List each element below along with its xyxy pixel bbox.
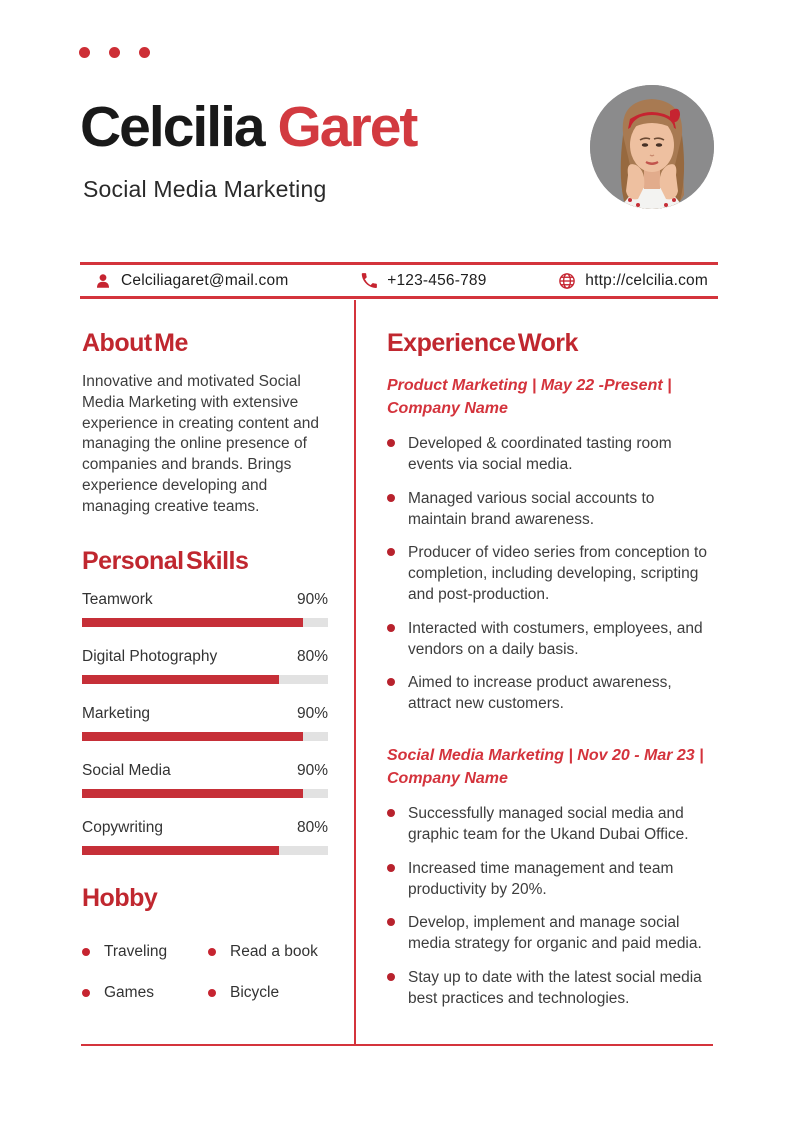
experience-work-title: Experience Work (387, 329, 578, 357)
job-bullet (387, 542, 711, 605)
skill-percent: 90% (296, 704, 328, 722)
bullet-icon (82, 948, 90, 956)
skill-label: Digital Photography (82, 647, 218, 665)
dot-icon (109, 47, 120, 58)
job-bullet (387, 488, 711, 530)
right-column (387, 300, 711, 1021)
bottom-rule (81, 1044, 713, 1046)
page-title (80, 94, 416, 160)
skill-label: Copywriting (82, 818, 163, 836)
hobby-item (208, 943, 328, 961)
hobby-list (82, 943, 328, 1002)
decor-dots (79, 47, 150, 58)
job-bullet-text: Stay up to date with the latest social media best practices and technologies. (408, 968, 702, 1007)
phone-text: +123-456-789 (387, 271, 487, 289)
skill-bar-track (82, 675, 328, 684)
skill-row (82, 762, 328, 798)
skill-label: Marketing (82, 704, 151, 722)
hobby-label: Games (104, 983, 154, 1001)
job-bullet-list (387, 433, 711, 714)
column-divider (354, 300, 356, 1044)
skill-percent: 90% (296, 761, 328, 779)
bullet-icon (387, 548, 395, 556)
last-name: Garet (277, 95, 417, 159)
skill-row (82, 705, 328, 741)
skill-row (82, 819, 328, 855)
bullet-icon (208, 948, 216, 956)
contact-phone (360, 272, 486, 290)
bullet-icon (387, 973, 395, 981)
person-icon (94, 272, 112, 290)
job-bullet (387, 433, 711, 475)
job-bullet-text: Aimed to increase product awareness, attract new customers. (408, 674, 672, 712)
first-name: Celcilia (80, 95, 264, 159)
bullet-icon (387, 809, 395, 817)
bullet-icon (387, 918, 395, 926)
job-bullet (387, 967, 711, 1009)
bullet-icon (387, 864, 395, 872)
skill-bar-track (82, 846, 328, 855)
job-bullet-list (387, 803, 711, 1009)
dot-icon (139, 47, 150, 58)
hobby-title: Hobby (82, 883, 158, 912)
skill-label: Teamwork (82, 590, 153, 608)
job-bullet-text: Developed & coordinated tasting room events via social media. (408, 435, 672, 473)
job-title: Social Media Marketing (83, 176, 327, 202)
job-bullet (387, 803, 711, 845)
job-bullet-text: Develop, implement and manage social media strategy for organic and paid media. (408, 914, 702, 952)
bullet-icon (208, 989, 216, 997)
avatar (590, 85, 714, 209)
bullet-icon (387, 624, 395, 632)
job-bullet (387, 618, 711, 660)
skill-bar-fill (82, 732, 303, 741)
skill-bar-fill (82, 846, 279, 855)
hobby-item (82, 984, 208, 1002)
globe-icon (558, 272, 576, 290)
about-me-text: Innovative and motivated Social Media Marketing with extensive experience in creating content and managing the online presence of companies and brands. Brings experience developing and managing creative teams. (82, 373, 319, 515)
contact-email (94, 272, 288, 290)
bullet-icon (387, 439, 395, 447)
skill-label: Social Media (82, 761, 171, 779)
skill-row (82, 591, 328, 627)
email-text: Celciliagaret@mail.com (121, 271, 289, 289)
skill-percent: 90% (296, 590, 328, 608)
hobby-label: Read a book (230, 942, 318, 960)
contact-bar (80, 262, 718, 299)
skill-percent: 80% (296, 647, 328, 665)
bullet-icon (387, 678, 395, 686)
portrait-illustration (590, 85, 714, 209)
job-bullet-text: Managed various social accounts to maintain brand awareness. (408, 489, 655, 528)
website-text: http://celcilia.com (585, 271, 708, 289)
hobby-label: Bicycle (230, 983, 280, 1001)
experience-list (387, 375, 711, 1009)
job-heading: Product Marketing | May 22 -Present | Company Name (387, 377, 672, 417)
job-bullet-text: Increased time management and team productivity by 20%. (408, 859, 674, 898)
hobby-item (208, 984, 328, 1002)
left-column (82, 300, 328, 1002)
skills-list (82, 591, 328, 855)
job-bullet (387, 672, 711, 714)
dot-icon (79, 47, 90, 58)
bullet-icon (387, 494, 395, 502)
skill-bar-track (82, 618, 328, 627)
skill-bar-fill (82, 789, 303, 798)
contact-website (558, 272, 708, 290)
bullet-icon (82, 989, 90, 997)
skill-bar-track (82, 732, 328, 741)
phone-icon (360, 272, 378, 290)
job-bullet-text: Successfully managed social media and graphic team for the Ukand Dubai Office. (408, 805, 689, 843)
skill-bar-fill (82, 618, 303, 627)
skill-bar-fill (82, 675, 279, 684)
hobby-item (82, 943, 208, 961)
job-bullet-text: Producer of video series from conception to completion, including developing, scripting and post-production. (408, 544, 707, 603)
personal-skills-title: Personal Skills (82, 546, 249, 575)
about-me-title: About Me (82, 329, 188, 357)
skill-bar-track (82, 789, 328, 798)
skill-percent: 80% (296, 818, 328, 836)
job-heading: Social Media Marketing | Nov 20 - Mar 23 | Company Name (387, 747, 704, 787)
job-bullet (387, 858, 711, 900)
job-bullet-text: Interacted with costumers, employees, and vendors on a daily basis. (408, 619, 703, 658)
job-bullet (387, 912, 711, 954)
skill-row (82, 648, 328, 684)
hobby-label: Traveling (104, 942, 168, 960)
